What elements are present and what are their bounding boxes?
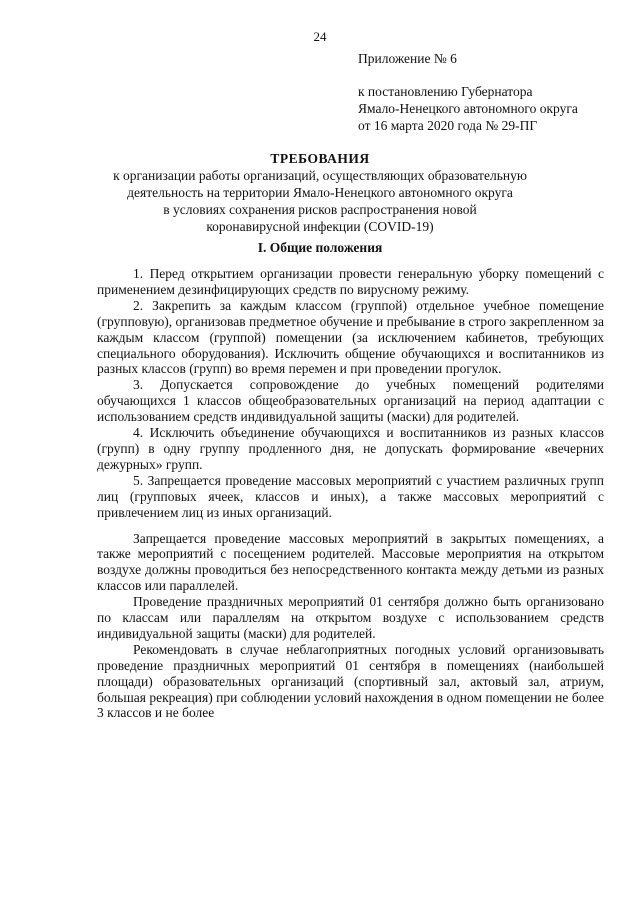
- title-heading: ТРЕБОВАНИЯ: [270, 151, 370, 166]
- paragraph: 3. Допускается сопровождение до учебных помещений родителями обучающихся 1 классов общеобразовательных организаций на период адаптации с использованием средств индивидуальной защиты (маски) для родителей.: [97, 377, 604, 425]
- appendix-reference-line: от 16 марта 2020 года № 29-ПГ: [358, 118, 538, 133]
- title-line: в условиях сохранения рисков распространения новой: [163, 202, 477, 217]
- title-line: коронавирусной инфекции (COVID-19): [206, 219, 434, 234]
- paragraph: 5. Запрещается проведение массовых мероприятий с участием различных групп лиц (групповых ячеек, классов и иных), а также массовых мероприятий с привлечением лиц из иных организаций.: [97, 472, 604, 520]
- appendix-reference-line: к постановлению Губернатора: [358, 84, 533, 99]
- paragraph: Рекомендовать в случае неблагоприятных погодных условий организовывать проведение праздничных мероприятий 01 сентября в помещениях (наибольшей площади) образовательных организаций (спортивный зал, актовый зал, атриум, большая рекреация) при соблюдении условий нахождения в одном помещении не более 3 классов и не более: [97, 641, 604, 721]
- section-heading: I. Общие положения: [257, 240, 383, 255]
- appendix-reference-line: Ямало-Ненецкого автономного округа: [358, 101, 578, 116]
- appendix-number: Приложение № 6: [358, 51, 457, 66]
- document-title: [110, 150, 530, 235]
- appendix-block: [358, 50, 578, 134]
- paragraph: Проведение праздничных мероприятий 01 сентября должно быть организовано по классам или параллелям на открытом воздухе с использованием средств индивидуальной защиты (маски) для родителей.: [97, 594, 604, 641]
- title-line: деятельность на территории Ямало-Ненецкого автономного округа: [127, 185, 513, 200]
- paragraph: Запрещается проведение массовых мероприятий в закрытых помещениях, а также мероприятий с посещением родителей. Массовые мероприятия на открытом воздухе должны проводиться без непосредственного контакта между детьми из разных классов или параллелей.: [97, 530, 604, 594]
- paragraph: 2. Закрепить за каждым классом (группой) отдельное учебное помещение (групповую), организовав предметное обучение и пребывание в строго закрепленном за каждым классом (группой) помещении (за исключением кабинетов, требующих специального оборудования). Исключить общение обучающихся и воспитанников из разных классов (групп) во время перемен и при проведении прогулок.: [97, 297, 604, 377]
- title-line: к организации работы организаций, осуществляющих образовательную: [113, 168, 527, 183]
- document-body: [97, 266, 604, 721]
- paragraph: 1. Перед открытием организации провести генеральную уборку помещений с применением дезинфицирующих средств по вирусному режиму.: [97, 266, 604, 297]
- paragraph: 4. Исключить объединение обучающихся и воспитанников из разных классов (групп) в одну группу продленного дня, не допускать формирование «вечерних дежурных» групп.: [97, 425, 604, 472]
- page-number: 24: [313, 29, 327, 44]
